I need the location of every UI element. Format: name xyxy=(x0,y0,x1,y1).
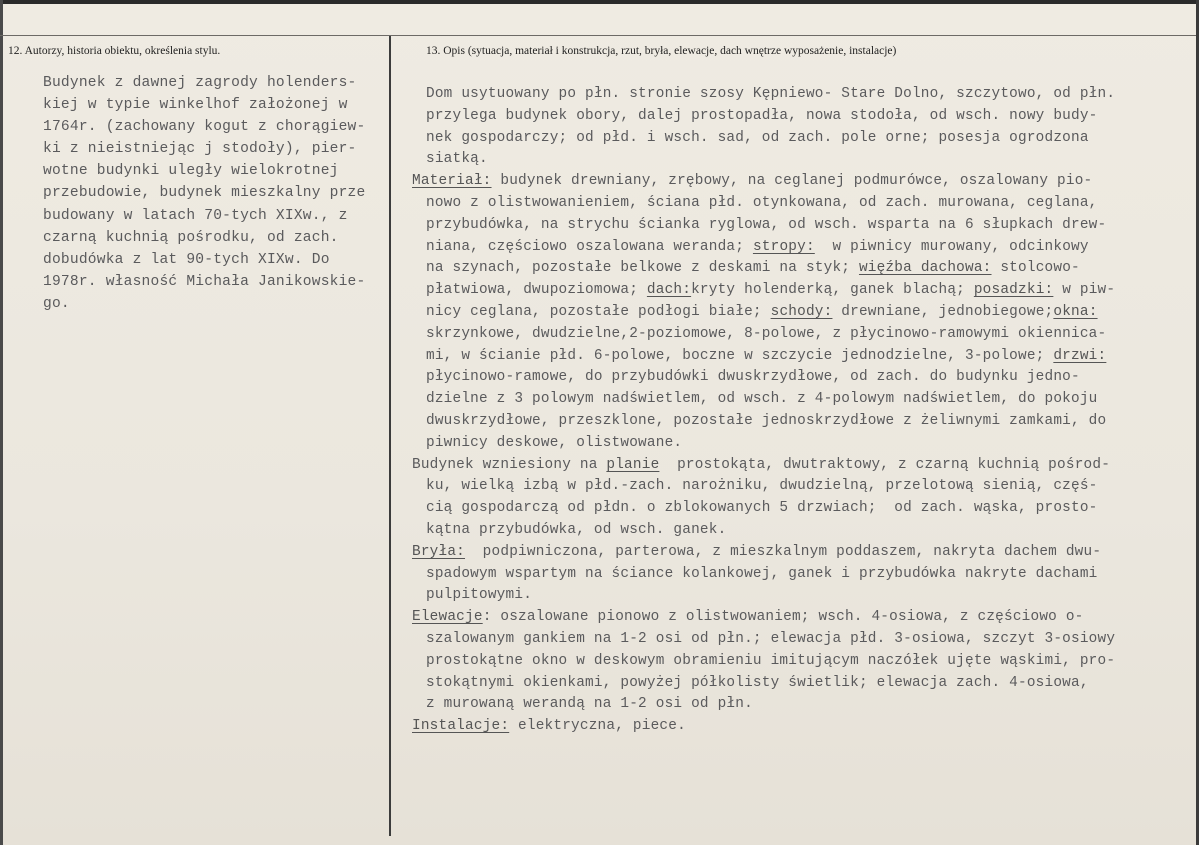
heading-okna: okna: xyxy=(1053,303,1098,320)
description-line xyxy=(412,302,1197,324)
line-text: pulpitowymi. xyxy=(426,587,533,604)
description-line xyxy=(412,476,1197,498)
history-line: czarną kuchnią pośrodku, od zach. xyxy=(43,229,339,246)
description-line xyxy=(412,585,1197,607)
description-line xyxy=(412,237,1197,259)
description-line xyxy=(412,149,1197,171)
description-line xyxy=(412,324,1197,346)
history-line: ki z nieistniejąc j stodoły), pier- xyxy=(43,141,357,158)
heading-bryla: Bryła: xyxy=(412,543,466,560)
line-text: dzielne z 3 polowym nadświetlem, od wsch. z 4-polowym nadświetlem, do pokoju xyxy=(426,391,1098,408)
line-text: Budynek wzniesiony na xyxy=(412,456,607,473)
description-line xyxy=(412,716,1197,738)
description-line xyxy=(412,389,1197,411)
sheet-left-edge xyxy=(0,0,3,845)
heading-drzwi: drzwi: xyxy=(1053,347,1107,364)
heading-elewacje: Elewacje xyxy=(412,609,483,626)
description-line xyxy=(412,651,1197,673)
description-line xyxy=(412,564,1197,586)
line-text: w piwnicy murowany, odcinkowy xyxy=(814,238,1089,255)
description-line xyxy=(412,455,1197,477)
line-text: kryty holenderką, ganek blachą; xyxy=(691,282,974,299)
description-line xyxy=(412,280,1197,302)
header-divider xyxy=(0,35,1196,36)
line-text: niana, częściowo oszalowana weranda; xyxy=(426,238,753,255)
line-text: Dom usytuowany po płn. stronie szosy Kępniewo- Stare Dolno, szczytowo, od płn. xyxy=(426,86,1116,102)
heading-material: Materiał: xyxy=(412,173,492,190)
description-line xyxy=(412,193,1197,215)
line-text: nek gospodarczy; od płd. i wsch. sad, od zach. pole orne; posesja ogrodzona xyxy=(426,129,1089,146)
line-text: kątna przybudówka, od wsch. ganek. xyxy=(426,521,727,538)
description-line xyxy=(412,128,1197,150)
section-12-header: 12. Autorzy, historia obiektu, określenia stylu. xyxy=(8,45,221,57)
line-text: przylega budynek obory, dalej prostopadła, nowa stodoła, od wsch. nowy budy- xyxy=(426,107,1098,124)
history-line: 1978r. własność Michała Janikowskie- xyxy=(43,273,366,290)
line-text: elektryczna, piece. xyxy=(509,718,686,735)
description-line xyxy=(412,498,1197,520)
history-line: przebudowie, budynek mieszkalny prze xyxy=(43,185,366,202)
heading-stropy: stropy: xyxy=(752,238,815,255)
description-text xyxy=(412,84,1197,738)
description-line xyxy=(412,673,1197,695)
description-line xyxy=(412,346,1197,368)
history-line: budowany w latach 70-tych XIXw., z xyxy=(43,207,348,224)
line-text: podpiwniczona, parterowa, z mieszkalnym poddaszem, nakryta dachem dwu- xyxy=(465,543,1102,560)
line-text: płycinowo-ramowe, do przybudówki dwuskrzydłowe, od zach. do budynku jedno- xyxy=(426,369,1080,386)
heading-instalacje: Instalacje: xyxy=(412,718,510,735)
heading-schody: schody: xyxy=(770,303,833,320)
description-line xyxy=(412,607,1197,629)
history-line: go. xyxy=(43,295,70,312)
line-text: na szynach, pozostałe belkowe z deskami na styk; xyxy=(426,260,859,277)
description-line xyxy=(412,106,1197,128)
description-line xyxy=(412,411,1197,433)
line-text: w piw- xyxy=(1053,282,1116,299)
history-line: 1764r. (zachowany kogut z chorągiew- xyxy=(43,119,366,136)
heading-posadzki: posadzki: xyxy=(973,282,1054,299)
line-text: spadowym wspartym na ściance kolankowej, ganek i przybudówka nakryte dachami xyxy=(426,565,1098,582)
section-13-header: 13. Opis (sytuacja, materiał i konstrukcja, rzut, bryła, elewacje, dach wnętrze wyposażenie, instalacje) xyxy=(426,45,897,57)
sheet-top-edge xyxy=(0,0,1199,4)
line-text: siatką. xyxy=(426,151,488,168)
line-text: budynek drewniany, zrębowy, na ceglanej podmurówce, oszalowany pio- xyxy=(491,173,1093,190)
line-text: nicy ceglana, pozostałe podłogi białe; xyxy=(426,303,771,320)
line-text: nowo z olistwowanieniem, ściana płd. otynkowana, od zach. murowana, ceglana, xyxy=(426,194,1098,211)
line-text: drewniane, jednobiegowe; xyxy=(832,303,1054,320)
heading-planie: planie xyxy=(606,456,660,473)
history-line: kiej w typie winkelhof założonej w xyxy=(43,97,348,114)
line-text: stokątnymi okienkami, powyżej półkolisty świetlik; elewacja zach. 4-osiowa, xyxy=(426,674,1089,691)
history-line: wotne budynki uległy wielokrotnej xyxy=(43,163,339,180)
description-line xyxy=(412,215,1197,237)
line-text: cią gospodarczą od płdn. o zblokowanych 5 drzwiach; od zach. wąska, prosto- xyxy=(426,500,1098,517)
line-text: prostokąta, dwutraktowy, z czarną kuchnią pośrod- xyxy=(659,456,1111,473)
history-line: dobudówka z lat 90-tych XIXw. Do xyxy=(43,251,330,268)
line-text: : oszalowane pionowo z olistwowaniem; wsch. 4-osiowa, z częściowo o- xyxy=(482,609,1084,626)
column-divider xyxy=(389,36,391,836)
line-text: piwnicy deskowe, olistwowane. xyxy=(426,434,683,451)
line-text: mi, w ścianie płd. 6-polowe, boczne w szczycie jednodzielne, 3-polowe; xyxy=(426,347,1054,364)
description-line xyxy=(412,629,1197,651)
heading-dach: dach: xyxy=(646,282,692,299)
description-line xyxy=(412,520,1197,542)
description-line xyxy=(412,542,1197,564)
description-line xyxy=(412,694,1197,716)
description-line xyxy=(412,258,1197,280)
line-text: prostokątne okno w deskowym obramieniu imitującym naczółek ujęte wąskimi, pro- xyxy=(426,652,1116,669)
heading-wiezba: więźba dachowa: xyxy=(858,260,992,277)
line-text: z murowaną werandą na 1-2 osi od płn. xyxy=(426,696,753,713)
line-text: dwuskrzydłowe, przeszklone, pozostałe jednoskrzydłowe z żeliwnymi zamkami, do xyxy=(426,412,1107,429)
line-text: szalowanym gankiem na 1-2 osi od płn.; elewacja płd. 3-osiowa, szczyt 3-osiowy xyxy=(426,630,1116,647)
line-text: stolcowo- xyxy=(991,260,1080,277)
line-text: ku, wielką izbą w płd.-zach. narożniku, dwudzielną, przelotową sienią, częś- xyxy=(426,478,1098,495)
line-text: skrzynkowe, dwudzielne,2-poziomowe, 8-polowe, z płycinowo-ramowymi okiennica- xyxy=(426,325,1107,342)
description-line xyxy=(412,84,1197,106)
line-text: płatwiowa, dwupoziomowa; xyxy=(426,282,647,299)
history-text xyxy=(43,72,388,315)
history-line: Budynek z dawnej zagrody holenders- xyxy=(43,75,357,91)
description-line xyxy=(412,171,1197,193)
line-text: przybudówka, na strychu ścianka ryglowa, od wsch. wsparta na 6 słupkach drew- xyxy=(426,216,1107,233)
description-line xyxy=(412,367,1197,389)
description-line xyxy=(412,433,1197,455)
